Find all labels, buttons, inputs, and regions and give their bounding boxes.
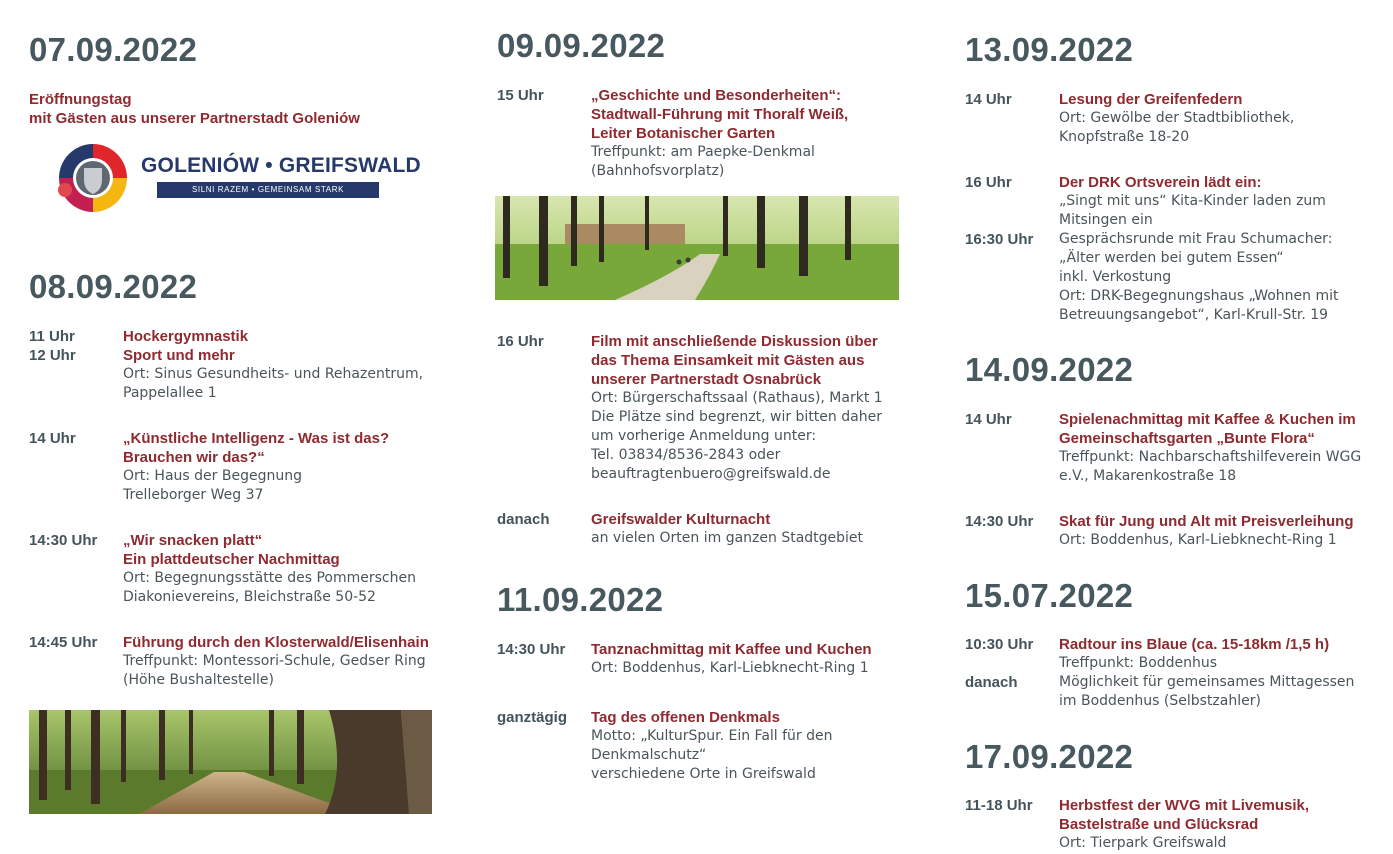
event-detail: Ort: Sinus Gesundheits- und Rehazentrum, [123, 366, 424, 382]
event-detail: Ort: Haus der Begegnung [123, 468, 302, 484]
event-detail: Möglichkeit für gemeinsames Mittagessen [1059, 674, 1355, 690]
event-title: „Geschichte und Besonderheiten“: [591, 87, 842, 104]
event-title: Lesung der Greifenfedern [1059, 91, 1243, 108]
event-item [965, 410, 1385, 486]
column-3 [965, 0, 1385, 854]
partner-logo [53, 138, 421, 218]
event-detail: Treffpunkt: Boddenhus [1059, 655, 1218, 671]
event-detail: Betreuungsangebot“, Karl-Krull-Str. 19 [1059, 307, 1329, 323]
event-text [123, 429, 413, 505]
event-detail: Treffpunkt: Montessori-Schule, Gedser Ring [123, 653, 426, 669]
logo-wordmark: GOLENIÓW • GREIFSWALD [141, 154, 421, 177]
event-time-2: danach [965, 674, 1018, 691]
event-detail: Knopfstraße 18-20 [1059, 129, 1190, 145]
event-detail: Tel. 03834/8536-2843 oder [591, 447, 781, 463]
event-time: 16 Uhr [497, 333, 544, 350]
event-text [591, 708, 881, 784]
event-detail: Motto: „KulturSpur. Ein Fall für den [591, 728, 833, 744]
event-title: Spielenachmittag mit Kaffee & Kuchen im [1059, 411, 1356, 428]
event-detail: Die Plätze sind begrenzt, wir bitten daher [591, 409, 882, 425]
event-time [29, 327, 119, 365]
event-text [591, 332, 881, 484]
date-heading: 08.09.2022 [29, 268, 198, 305]
event-item [29, 531, 449, 607]
event-text [123, 633, 429, 690]
event-title: Brauchen wir das?“ [123, 449, 265, 466]
event-title: Stadtwall-Führung mit Thoralf Weiß, [591, 106, 849, 123]
event-title: Sport und mehr [123, 347, 235, 364]
date-heading: 09.09.2022 [497, 27, 666, 64]
date-heading: 11.09.2022 [497, 581, 664, 618]
event-detail: Ort: DRK-Begegnungshaus „Wohnen mit [1059, 288, 1339, 304]
event-detail: „Singt mit uns“ Kita-Kinder laden zum [1059, 193, 1326, 209]
event-text [591, 510, 881, 548]
logo-tagline: SILNI RAZEM • GEMEINSAM STARK [157, 182, 379, 198]
event-time: danach [497, 511, 550, 528]
date-heading: 15.07.2022 [965, 577, 1134, 614]
intro-block [29, 90, 429, 128]
event-detail: Ort: Tierpark Greifswald [1059, 835, 1227, 851]
goleniow-greifswald-logo-icon [53, 138, 133, 218]
event-title: Film mit anschließende Diskussion über [591, 333, 878, 350]
event-detail: Ort: Begegnungsstätte des Pommerschen [123, 570, 416, 586]
event-time: 15 Uhr [497, 87, 544, 104]
event-text [591, 86, 881, 181]
event-title: Leiter Botanischer Garten [591, 125, 776, 142]
event-title: Skat für Jung und Alt mit Preisverleihung [1059, 513, 1354, 530]
event-detail: Ort: Boddenhus, Karl-Liebknecht-Ring 1 [1059, 532, 1337, 548]
event-item [965, 796, 1385, 853]
event-item [497, 510, 917, 548]
event-text [591, 640, 881, 678]
event-title: Tag des offenen Denkmals [591, 709, 780, 726]
event-title: Herbstfest der WVG mit Livemusik, [1059, 797, 1310, 814]
forest-path-photo [29, 710, 432, 814]
event-text [123, 327, 424, 403]
event-time-1: 10:30 Uhr [965, 636, 1034, 653]
intro-subtitle: mit Gästen aus unserer Partnerstadt Goleniów [29, 110, 360, 127]
column-1 [29, 0, 449, 854]
event-item [29, 633, 449, 690]
event-item [29, 429, 449, 505]
park-path-photo [495, 196, 899, 300]
event-title: Ein plattdeutscher Nachmittag [123, 551, 340, 568]
event-detail: Treffpunkt: am Paepke-Denkmal [591, 144, 815, 160]
event-detail: Treffpunkt: Nachbarschaftshilfeverein WGG [1059, 449, 1362, 465]
event-title: Der DRK Ortsverein lädt ein: [1059, 174, 1262, 191]
event-detail: (Bahnhofsvorplatz) [591, 163, 725, 179]
event-title: „Künstliche Intelligenz - Was ist das? [123, 430, 390, 447]
event-detail: (Höhe Bushaltestelle) [123, 672, 274, 688]
event-time: 14:30 Uhr [965, 513, 1034, 530]
event-text [1059, 635, 1355, 711]
event-text [1059, 410, 1362, 486]
event-text [1059, 90, 1349, 147]
event-detail: Pappelallee 1 [123, 385, 217, 401]
event-text [1059, 796, 1349, 853]
event-detail: verschiedene Orte in Greifswald [591, 766, 816, 782]
date-heading: 17.09.2022 [965, 738, 1134, 775]
event-detail: Ort: Gewölbe der Stadtbibliothek, [1059, 110, 1295, 126]
event-text [123, 531, 416, 607]
event-detail: Ort: Boddenhus, Karl-Liebknecht-Ring 1 [591, 660, 869, 676]
event-email[interactable]: beauftragtenbuero@greifswald.de [591, 466, 831, 482]
event-item [29, 327, 449, 403]
event-item [497, 332, 917, 484]
event-item [497, 640, 917, 678]
event-time-2: 12 Uhr [29, 347, 76, 364]
event-title: Führung durch den Klosterwald/Elisenhain [123, 634, 429, 651]
event-detail: e.V., Makarenkostraße 18 [1059, 468, 1237, 484]
event-detail: Diakonievereins, Bleichstraße 50-52 [123, 589, 376, 605]
event-time: 14 Uhr [29, 430, 76, 447]
event-time: 14:30 Uhr [497, 641, 566, 658]
event-time: 14 Uhr [965, 411, 1012, 428]
event-time-2: 16:30 Uhr [965, 231, 1034, 248]
event-time: 11-18 Uhr [965, 797, 1033, 814]
event-text [1059, 512, 1354, 550]
event-text [1059, 173, 1349, 325]
date-heading: 07.09.2022 [29, 31, 198, 68]
event-title: „Wir snacken platt“ [123, 532, 263, 549]
event-detail: um vorherige Anmeldung unter: [591, 428, 817, 444]
event-time-1: 16 Uhr [965, 174, 1012, 191]
intro-title: Eröffnungstag [29, 91, 132, 108]
event-item [497, 708, 917, 784]
event-item [497, 86, 917, 181]
event-item [965, 512, 1385, 550]
event-detail: im Boddenhus (Selbstzahler) [1059, 693, 1261, 709]
event-time: ganztägig [497, 709, 567, 726]
event-time: 14 Uhr [965, 91, 1012, 108]
event-detail: inkl. Verkostung [1059, 269, 1172, 285]
event-title: Gemeinschaftsgarten „Bunte Flora“ [1059, 430, 1315, 447]
event-item [965, 90, 1385, 147]
event-title: Greifswalder Kulturnacht [591, 511, 771, 528]
event-time: 14:45 Uhr [29, 634, 98, 651]
event-title: Tanznachmittag mit Kaffee und Kuchen [591, 641, 872, 658]
event-time-1: 11 Uhr [29, 328, 75, 345]
event-title: Bastelstraße und Glücksrad [1059, 816, 1259, 833]
column-2 [497, 0, 917, 854]
event-title: das Thema Einsamkeit mit Gästen aus [591, 352, 865, 369]
event-detail: Gesprächsrunde mit Frau Schumacher: [1059, 231, 1333, 247]
date-heading: 14.09.2022 [965, 351, 1134, 388]
event-title: unserer Partnerstadt Osnabrück [591, 371, 822, 388]
event-item [965, 173, 1385, 325]
event-detail: Mitsingen ein [1059, 212, 1153, 228]
event-detail: an vielen Orten im ganzen Stadtgebiet [591, 530, 864, 546]
event-detail: Trelleborger Weg 37 [123, 487, 264, 503]
event-title: Radtour ins Blaue (ca. 15-18km /1,5 h) [1059, 636, 1330, 653]
event-time: 14:30 Uhr [29, 532, 98, 549]
event-detail: Ort: Bürgerschaftssaal (Rathaus), Markt 1 [591, 390, 883, 406]
event-item [965, 635, 1385, 711]
event-time [965, 173, 1055, 249]
event-title: Hockergymnastik [123, 328, 249, 345]
date-heading: 13.09.2022 [965, 31, 1134, 68]
event-time [965, 635, 1055, 692]
event-detail: Denkmalschutz“ [591, 747, 707, 763]
event-detail: „Älter werden bei gutem Essen“ [1059, 250, 1284, 266]
